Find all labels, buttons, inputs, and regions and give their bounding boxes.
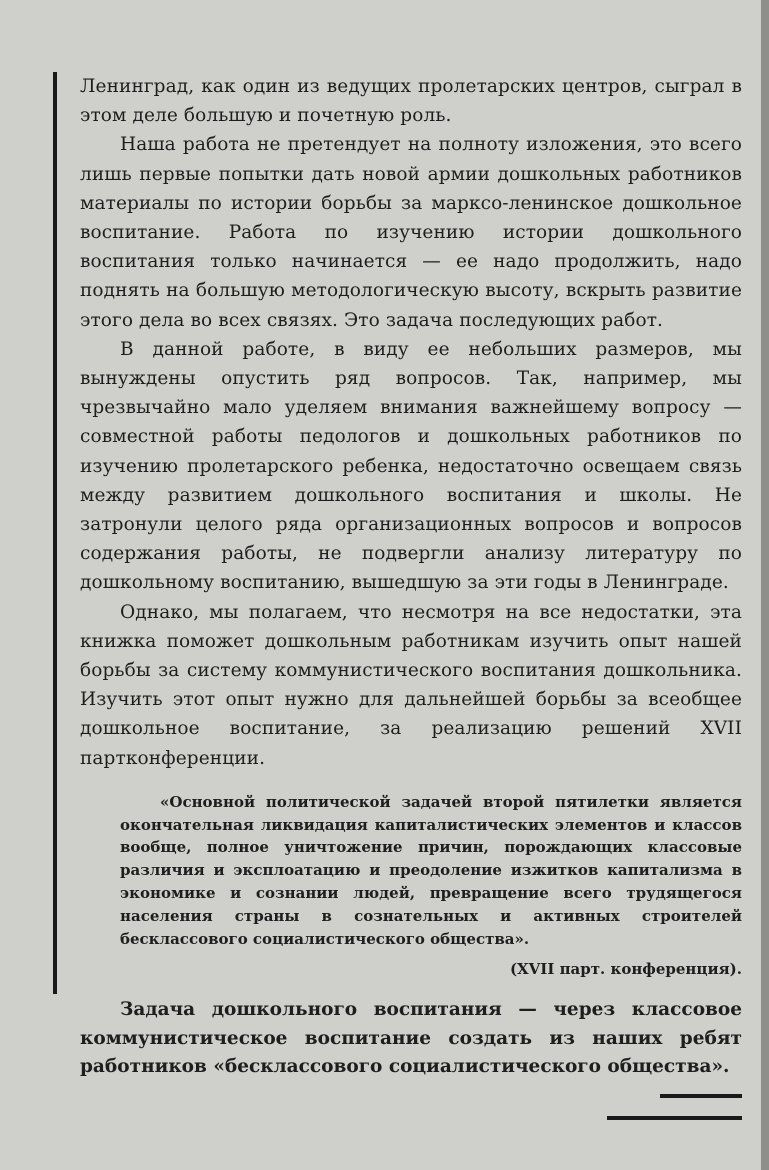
end-rule-top — [660, 1094, 742, 1098]
closing-statement: Задача дошкольного воспитания — через классовое коммунистическое воспитание создать из наших ребят работников «бесклассового социалистического общества». — [80, 999, 742, 1078]
paragraph-2: Наша работа не претендует на полноту изложения, это всего лишь первые попытки дать новой армии дошкольных работников материалы по истории борьбы за марксо-ленинское дошкольное воспитание. Работа по изучению истории дошкольного воспитания только начинается — ее надо продолжить, надо поднять на большую методологическую высоту, вскрыть развитие этого дела во всех связях. Это задача последующих работ. — [80, 134, 742, 331]
page-text — [80, 72, 742, 1100]
end-rule-bottom — [607, 1116, 742, 1120]
paragraph-1: Ленинград, как один из ведущих пролетарских центров, сыграл в этом деле большую и почетную роль. — [80, 76, 742, 127]
paragraph-3: В данной работе, в виду ее небольших размеров, мы вынуждены опустить ряд вопросов. Так, например, мы чрезвычайно мало уделяем внимания важнейшему вопросу — совместной работы педологов и дошкольных работников по изучению пролетарского ребенка, недостаточно освещаем связь между развитием дошкольного воспитания и школы. Не затронули целого ряда организационных вопросов и вопросов содержания работы, не подвергли анализу литературу по дошкольному воспитанию, вышедшую за эти годы в Ленинграде. — [80, 338, 742, 594]
quotation-source: (XVII парт. конференция). — [509, 960, 742, 979]
quotation: «Основной политической задачей второй пятилетки является окончательная ликвидация капиталистических элементов и классов вообще, полное уничтожение причин, порождающих классовые различия и эксплоатацию и преодоление изжитков капитализма в экономике и сознании людей, превращение всего трудящегося населения страны в сознательных и активных строителей бесклассового социалистического общества». — [120, 792, 742, 948]
margin-rule — [53, 72, 57, 994]
paragraph-4: Однако, мы полагаем, что несмотря на все недостатки, эта книжка поможет дошкольным работникам изучить опыт нашей борьбы за систему коммунистического воспитания дошкольника. Изучить этот опыт нужно для дальнейшей борьбы за всеобщее дошкольное воспитание, за реализацию решений XVII партконференции. — [80, 601, 742, 769]
page-edge — [761, 0, 769, 1170]
